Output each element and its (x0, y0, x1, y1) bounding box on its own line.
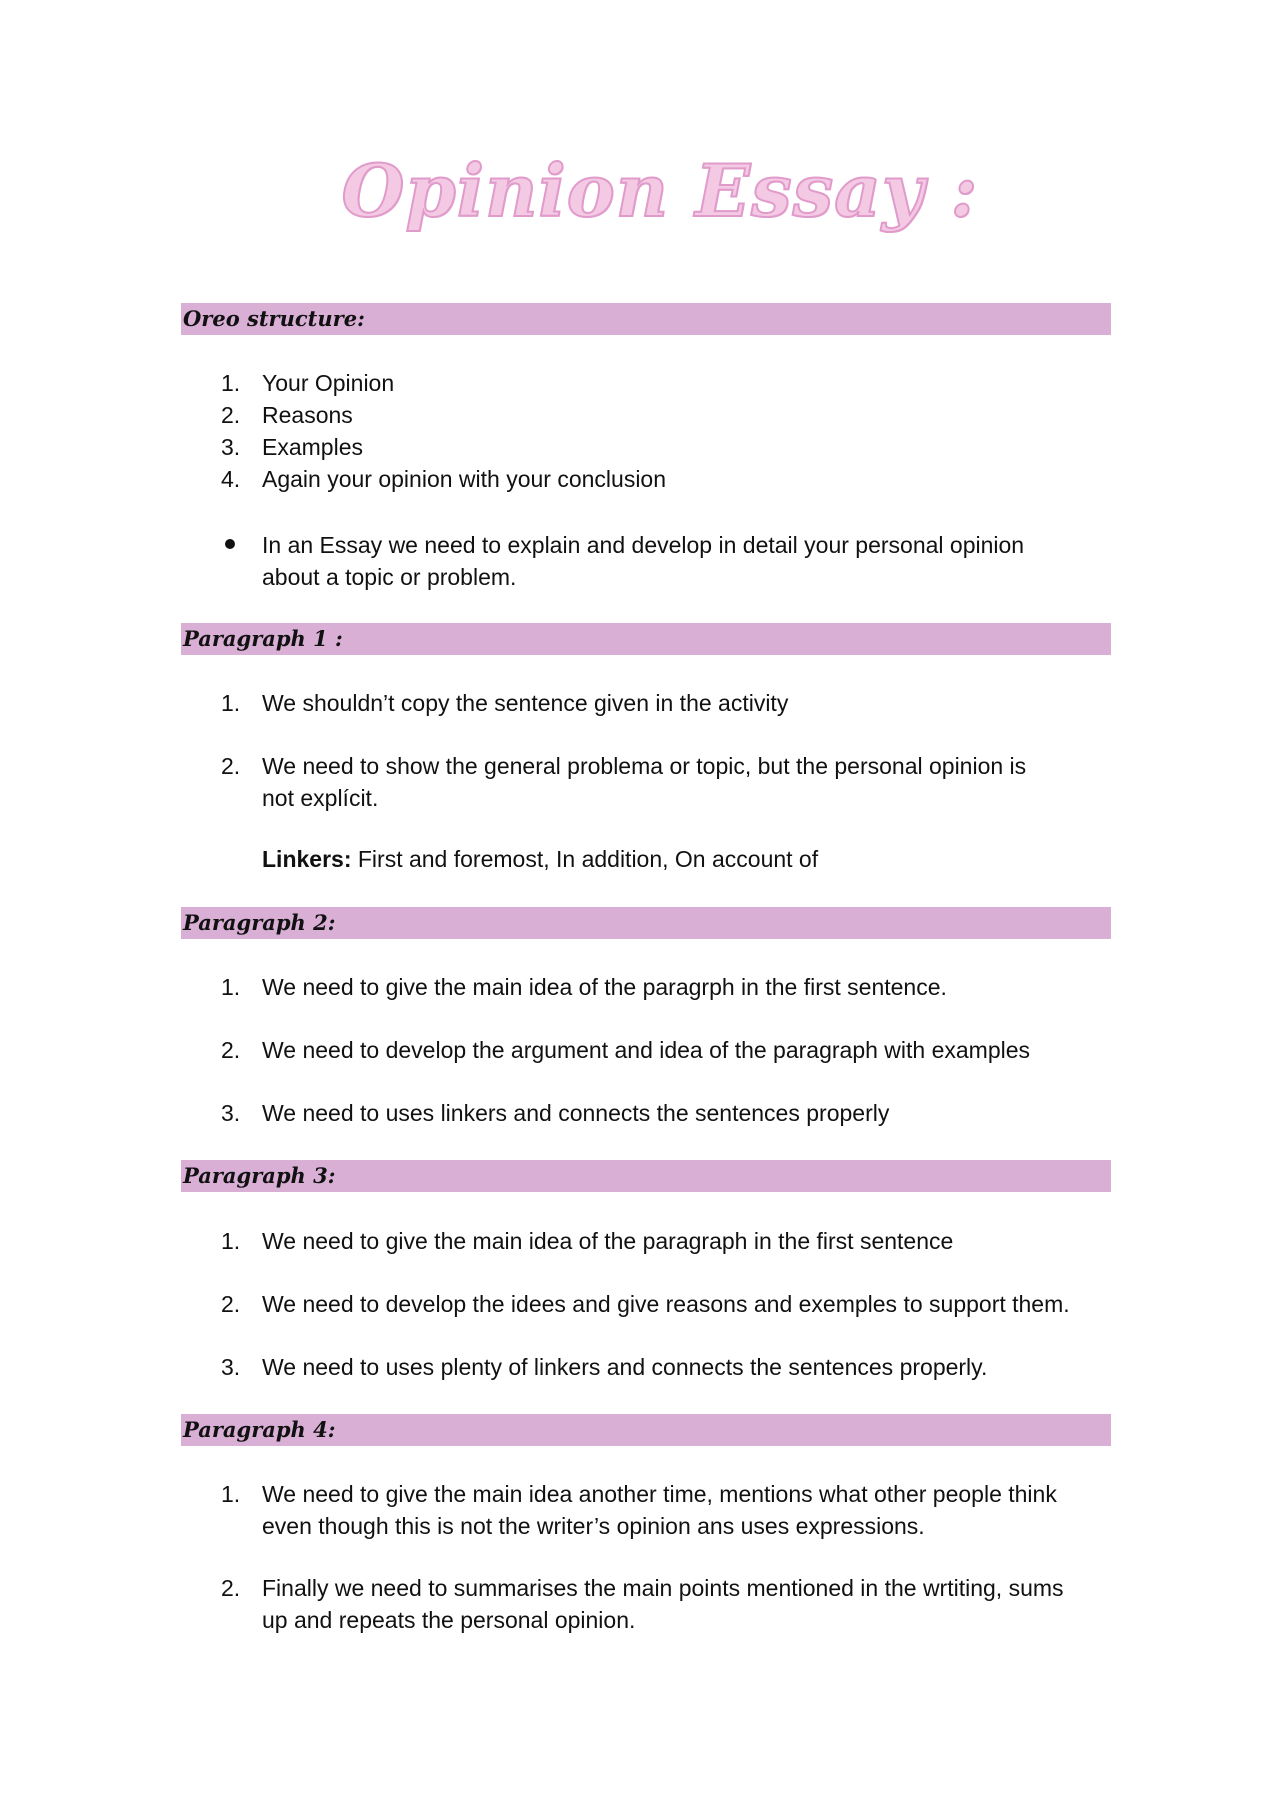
list-text: Examples (262, 434, 363, 460)
list-text: We need to give the main idea of the paragraph in the first sentence (262, 1228, 954, 1254)
list-item (181, 971, 1121, 1003)
paragraph-3-list (181, 1288, 1121, 1320)
section-header-paragraph-4 (181, 1414, 1111, 1446)
paragraph-1-list (181, 687, 1121, 719)
section-heading: Paragraph 3: (183, 1163, 336, 1188)
list-text: Finally we need to summarises the main points mentioned in the wrtiting, sums (262, 1575, 1064, 1601)
list-text: We shouldn’t copy the sentence given in the activity (262, 690, 789, 716)
list-item (181, 687, 1121, 719)
bullet-icon (225, 539, 235, 549)
list-item (181, 750, 1121, 814)
list-text: even though this is not the writer’s opinion ans uses expressions. (262, 1513, 925, 1539)
paragraph-4-list (181, 1478, 1121, 1542)
list-item (181, 1097, 1121, 1129)
oreo-list (181, 367, 1121, 495)
section-header-paragraph-1 (181, 623, 1111, 655)
paragraph-3-list (181, 1225, 1121, 1257)
list-item (181, 1288, 1121, 1320)
list-text: We need to uses plenty of linkers and connects the sentences properly. (262, 1354, 988, 1380)
linkers-label: Linkers: (262, 846, 352, 872)
list-number: 2. (221, 1037, 241, 1063)
section-heading: Oreo structure: (183, 306, 365, 331)
list-number: 1. (221, 690, 241, 716)
list-text: up and repeats the personal opinion. (262, 1607, 636, 1633)
page-title: Opinion Essay : (341, 148, 979, 233)
section-header-paragraph-2 (181, 907, 1111, 939)
list-text: Again your opinion with your conclusion (262, 466, 667, 492)
paragraph-4-list (181, 1572, 1121, 1636)
list-item (181, 1225, 1121, 1257)
list-number: 2. (221, 402, 241, 428)
list-number: 2. (221, 1291, 241, 1317)
list-text: not explícit. (262, 785, 379, 811)
linkers-text: First and foremost, In addition, On account of (351, 846, 819, 872)
list-text: We need to develop the argument and idea of the paragraph with examples (262, 1037, 1031, 1063)
paragraph-2-list (181, 971, 1121, 1003)
oreo-bullet (181, 529, 1121, 593)
list-text: Your Opinion (262, 370, 395, 396)
list-item (181, 1478, 1121, 1542)
list-number: 4. (221, 466, 241, 492)
list-item (181, 399, 1121, 431)
linkers-line (262, 843, 818, 875)
list-item (181, 1351, 1121, 1383)
list-item (181, 463, 1121, 495)
paragraph-2-list (181, 1097, 1121, 1129)
list-number: 1. (221, 370, 241, 396)
section-header-oreo (181, 303, 1111, 335)
list-item (181, 431, 1121, 463)
bullet-text-line: about a topic or problem. (262, 564, 517, 590)
section-heading: Paragraph 4: (183, 1417, 336, 1442)
section-heading: Paragraph 1 : (183, 626, 343, 651)
list-item (181, 1034, 1121, 1066)
list-item (181, 1572, 1121, 1636)
bullet-item (181, 529, 1121, 593)
section-heading: Paragraph 2: (183, 910, 336, 935)
list-item (181, 367, 1121, 399)
list-text: We need to show the general problema or topic, but the personal opinion is (262, 753, 1027, 779)
paragraph-2-list (181, 1034, 1121, 1066)
section-header-paragraph-3 (181, 1160, 1111, 1192)
list-text: Reasons (262, 402, 353, 428)
list-text: We need to give the main idea another time, mentions what other people think (262, 1481, 1057, 1507)
bullet-text-line: In an Essay we need to explain and develop in detail your personal opinion (262, 532, 1025, 558)
paragraph-3-list (181, 1351, 1121, 1383)
list-text: We need to develop the idees and give reasons and exemples to support them. (262, 1291, 1070, 1317)
list-number: 3. (221, 1354, 241, 1380)
list-number: 1. (221, 1481, 241, 1507)
list-number: 3. (221, 434, 241, 460)
list-text: We need to uses linkers and connects the sentences properly (262, 1100, 890, 1126)
list-number: 1. (221, 974, 241, 1000)
list-number: 1. (221, 1228, 241, 1254)
list-text: We need to give the main idea of the paragrph in the first sentence. (262, 974, 947, 1000)
list-number: 2. (221, 753, 241, 779)
paragraph-1-list (181, 750, 1121, 814)
list-number: 3. (221, 1100, 241, 1126)
list-number: 2. (221, 1575, 241, 1601)
